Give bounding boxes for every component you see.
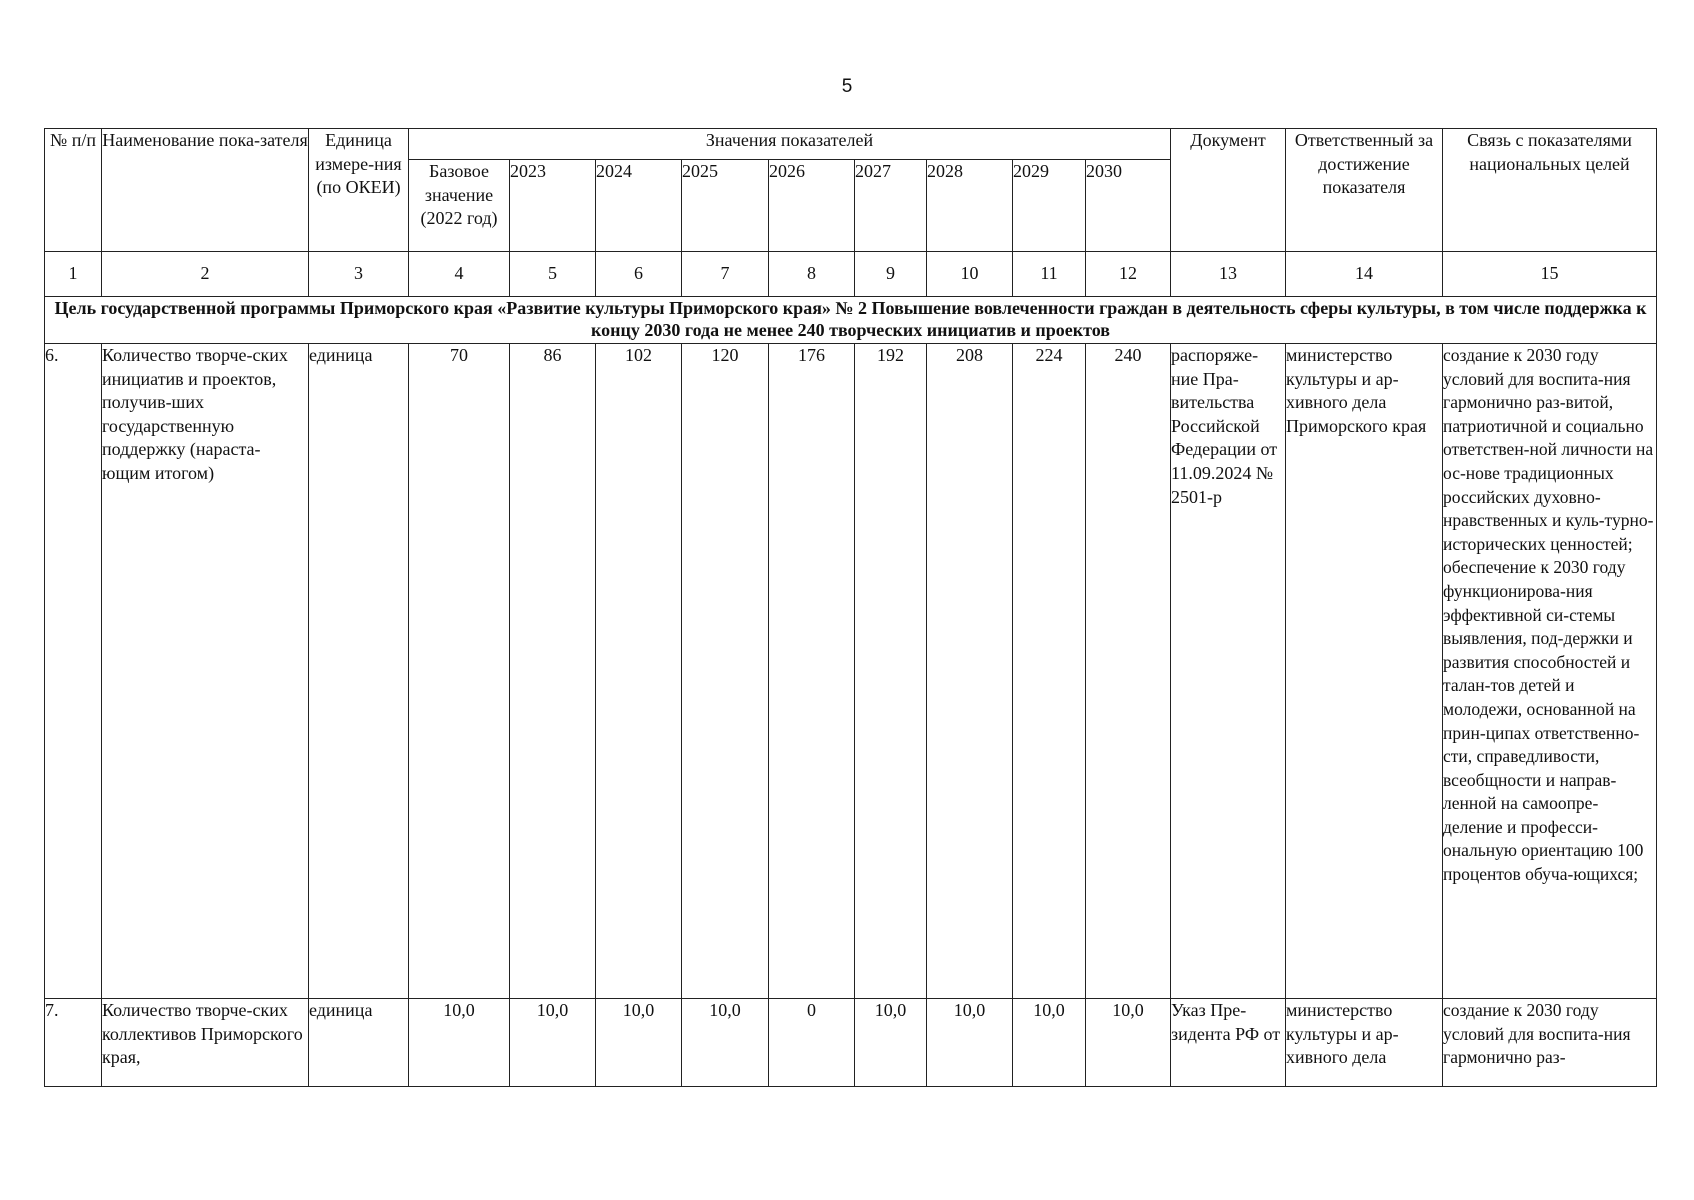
document-cell: Указ Пре-зидента РФ от [1171,999,1286,1087]
value-cell: 120 [682,344,769,999]
value-cell: 102 [596,344,682,999]
column-number: 15 [1443,252,1657,297]
header-values: Значения показателей [409,129,1171,160]
header-name: Наименование пока-зателя [102,129,309,252]
header-national-goals: Связь с показателями национальных целей [1443,129,1657,252]
value-cell: 10,0 [855,999,927,1087]
program-goal: Цель государственной программы Приморского края «Развитие культуры Приморского края» № 2 Повышение вовлеченности граждан в деятельность сферы культуры, в том числе поддержка к концу 2030 года не менее 240 творческих инициатив и проектов [45,297,1657,344]
table-row [45,999,1657,1087]
indicator-unit: единица [309,999,409,1087]
header-year: 2026 [769,160,855,252]
national-goals-cell: создание к 2030 году условий для воспита-ния гармонично раз- [1443,999,1657,1087]
column-number: 11 [1013,252,1086,297]
column-number: 3 [309,252,409,297]
value-cell: 224 [1013,344,1086,999]
column-number: 1 [45,252,102,297]
column-number: 12 [1086,252,1171,297]
header-year: 2023 [510,160,596,252]
indicator-unit: единица [309,344,409,999]
table-row [45,344,1657,999]
row-number: 7. [45,999,102,1087]
value-cell: 10,0 [596,999,682,1087]
indicator-name: Количество творче-ских коллективов Приморского края, [102,999,309,1087]
value-cell: 240 [1086,344,1171,999]
indicator-name: Количество творче-ских инициатив и проектов, получив-ших государственную поддержку (нараста-ющим итогом) [102,344,309,999]
header-document: Документ [1171,129,1286,252]
value-cell: 10,0 [1086,999,1171,1087]
header-year: 2028 [927,160,1013,252]
column-number: 10 [927,252,1013,297]
page-number: 5 [841,76,853,97]
column-number: 8 [769,252,855,297]
document-cell: распоряже-ние Пра-вительства Российской Федерации от 11.09.2024 № 2501-р [1171,344,1286,999]
value-cell: 86 [510,344,596,999]
header-num: № п/п [45,129,102,252]
header-row [45,129,1657,160]
value-cell: 10,0 [510,999,596,1087]
value-cell: 10,0 [409,999,510,1087]
value-cell: 10,0 [682,999,769,1087]
indicators-table [44,128,1657,1087]
column-number: 5 [510,252,596,297]
column-number: 6 [596,252,682,297]
column-number: 4 [409,252,510,297]
header-year: 2024 [596,160,682,252]
column-number: 7 [682,252,769,297]
header-year: 2025 [682,160,769,252]
header-base-value: Базовое значение (2022 год) [409,160,510,252]
row-number: 6. [45,344,102,999]
value-cell: 0 [769,999,855,1087]
value-cell: 70 [409,344,510,999]
goal-row [45,297,1657,344]
value-cell: 10,0 [1013,999,1086,1087]
responsible-cell: министерство культуры и ар-хивного дела [1286,999,1443,1087]
value-cell: 192 [855,344,927,999]
column-number-row [45,252,1657,297]
value-cell: 176 [769,344,855,999]
national-goals-cell: создание к 2030 году условий для воспита-ния гармонично раз-витой, патриотичной и социально ответствен-ной личности на ос-нове традиционных российских духовно-нравственных и куль-турно-исторических ценностей; обеспечение к 2030 году функционирова-ния эффективной си-стемы выявления, под-держки и развития способностей и талан-тов детей и молодежи, основанной на прин-ципах ответственно-сти, справедливости, всеобщности и направ-ленной на самоопре-деление и професси-ональную ориентацию 100 процентов обуча-ющихся; [1443,344,1657,999]
column-number: 9 [855,252,927,297]
column-number: 2 [102,252,309,297]
header-year: 2027 [855,160,927,252]
value-cell: 208 [927,344,1013,999]
column-number: 14 [1286,252,1443,297]
header-year: 2029 [1013,160,1086,252]
column-number: 13 [1171,252,1286,297]
responsible-cell: министерство культуры и ар-хивного дела Приморского края [1286,344,1443,999]
header-unit: Единица измере-ния (по ОКЕИ) [309,129,409,252]
value-cell: 10,0 [927,999,1013,1087]
header-responsible: Ответственный за достижение показателя [1286,129,1443,252]
header-year: 2030 [1086,160,1171,252]
